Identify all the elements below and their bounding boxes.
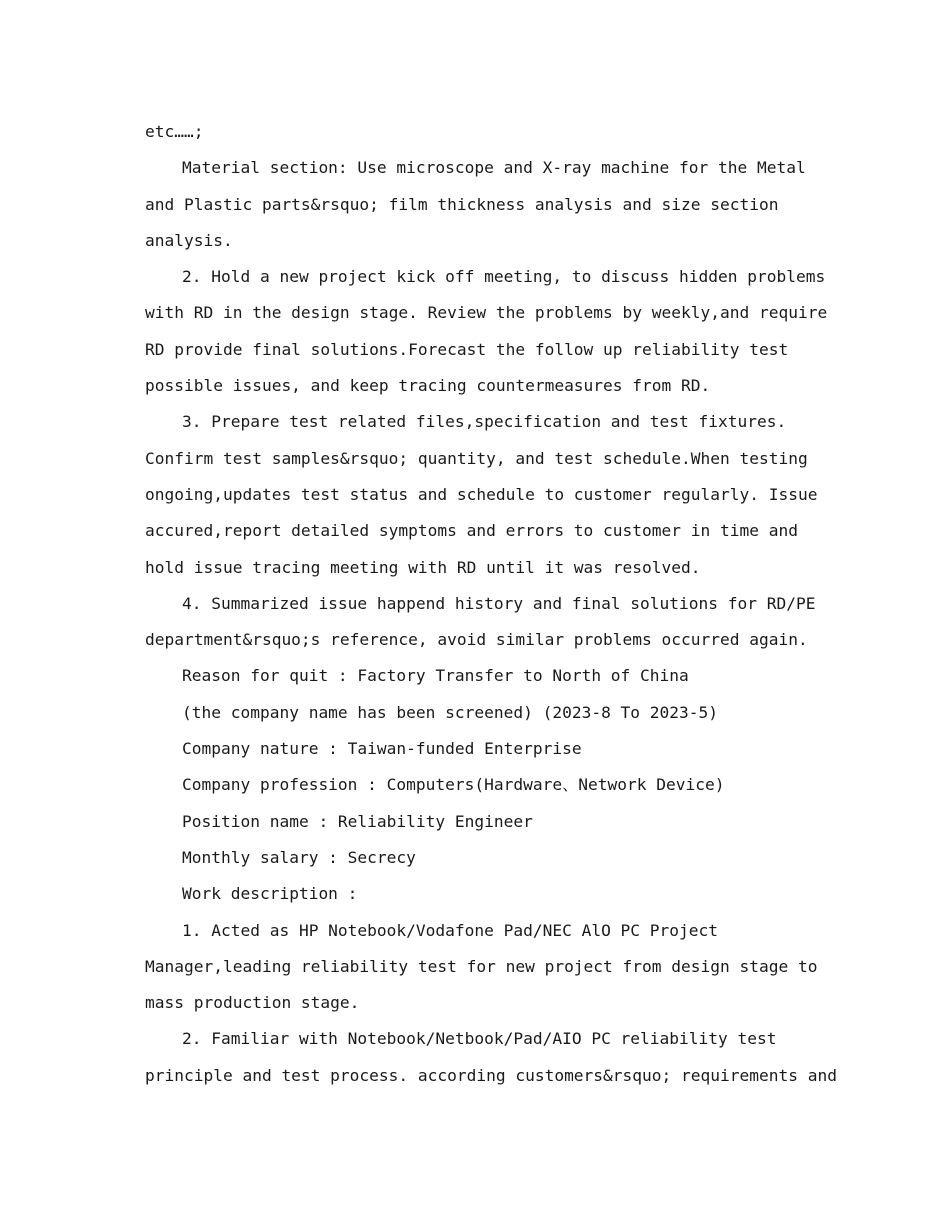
text-line: 2. Familiar with Notebook/Netbook/Pad/AIO PC reliability test — [182, 1029, 777, 1049]
text-line: etc……; — [145, 122, 204, 141]
text-line: Position name : Reliability Engineer — [182, 811, 533, 831]
text-line: 2. Hold a new project kick off meeting, to discuss hidden problems — [182, 267, 826, 287]
text-line: Reason for quit : Factory Transfer to North of China — [182, 666, 689, 686]
text-line: Monthly salary : Secrecy — [182, 847, 416, 867]
text-line: Material section: Use microscope and X-ray machine for the Metal — [182, 158, 806, 178]
text-line: with RD in the design stage. Review the problems by weekly,and require — [145, 303, 828, 323]
text-line: possible issues, and keep tracing countermeasures from RD. — [145, 376, 711, 396]
text-line: accured,report detailed symptoms and errors to customer in time and — [145, 521, 798, 541]
text-line: analysis. — [145, 230, 233, 250]
text-line: Work description : — [182, 884, 358, 904]
text-line: department&rsquo;s reference, avoid similar problems occurred again. — [145, 630, 808, 650]
text-line: Manager,leading reliability test for new project from design stage to — [145, 956, 818, 976]
text-line: and Plastic parts&rsquo; film thickness analysis and size section — [145, 194, 779, 214]
text-line: (the company name has been screened) (2023-8 To 2023-5) — [182, 702, 719, 722]
text-line: mass production stage. — [145, 993, 360, 1013]
text-line: RD provide final solutions.Forecast the follow up reliability test — [145, 339, 789, 359]
text-line: 4. Summarized issue happend history and final solutions for RD/PE — [182, 593, 816, 613]
document-body — [145, 114, 837, 1094]
text-line: 3. Prepare test related files,specification and test fixtures. — [182, 412, 787, 432]
text-line: 1. Acted as HP Notebook/Vodafone Pad/NEC AlO PC Project — [182, 920, 719, 940]
text-line: hold issue tracing meeting with RD until it was resolved. — [145, 557, 701, 577]
text-line: ongoing,updates test status and schedule to customer regularly. Issue — [145, 484, 818, 504]
text-line: Confirm test samples&rsquo; quantity, and test schedule.When testing — [145, 448, 808, 468]
text-line: Company nature : Taiwan-funded Enterprise — [182, 739, 582, 759]
text-line: Company profession : Computers(Hardware、Network Device) — [182, 775, 725, 795]
text-line: principle and test process. according customers&rsquo; requirements and — [145, 1065, 837, 1085]
